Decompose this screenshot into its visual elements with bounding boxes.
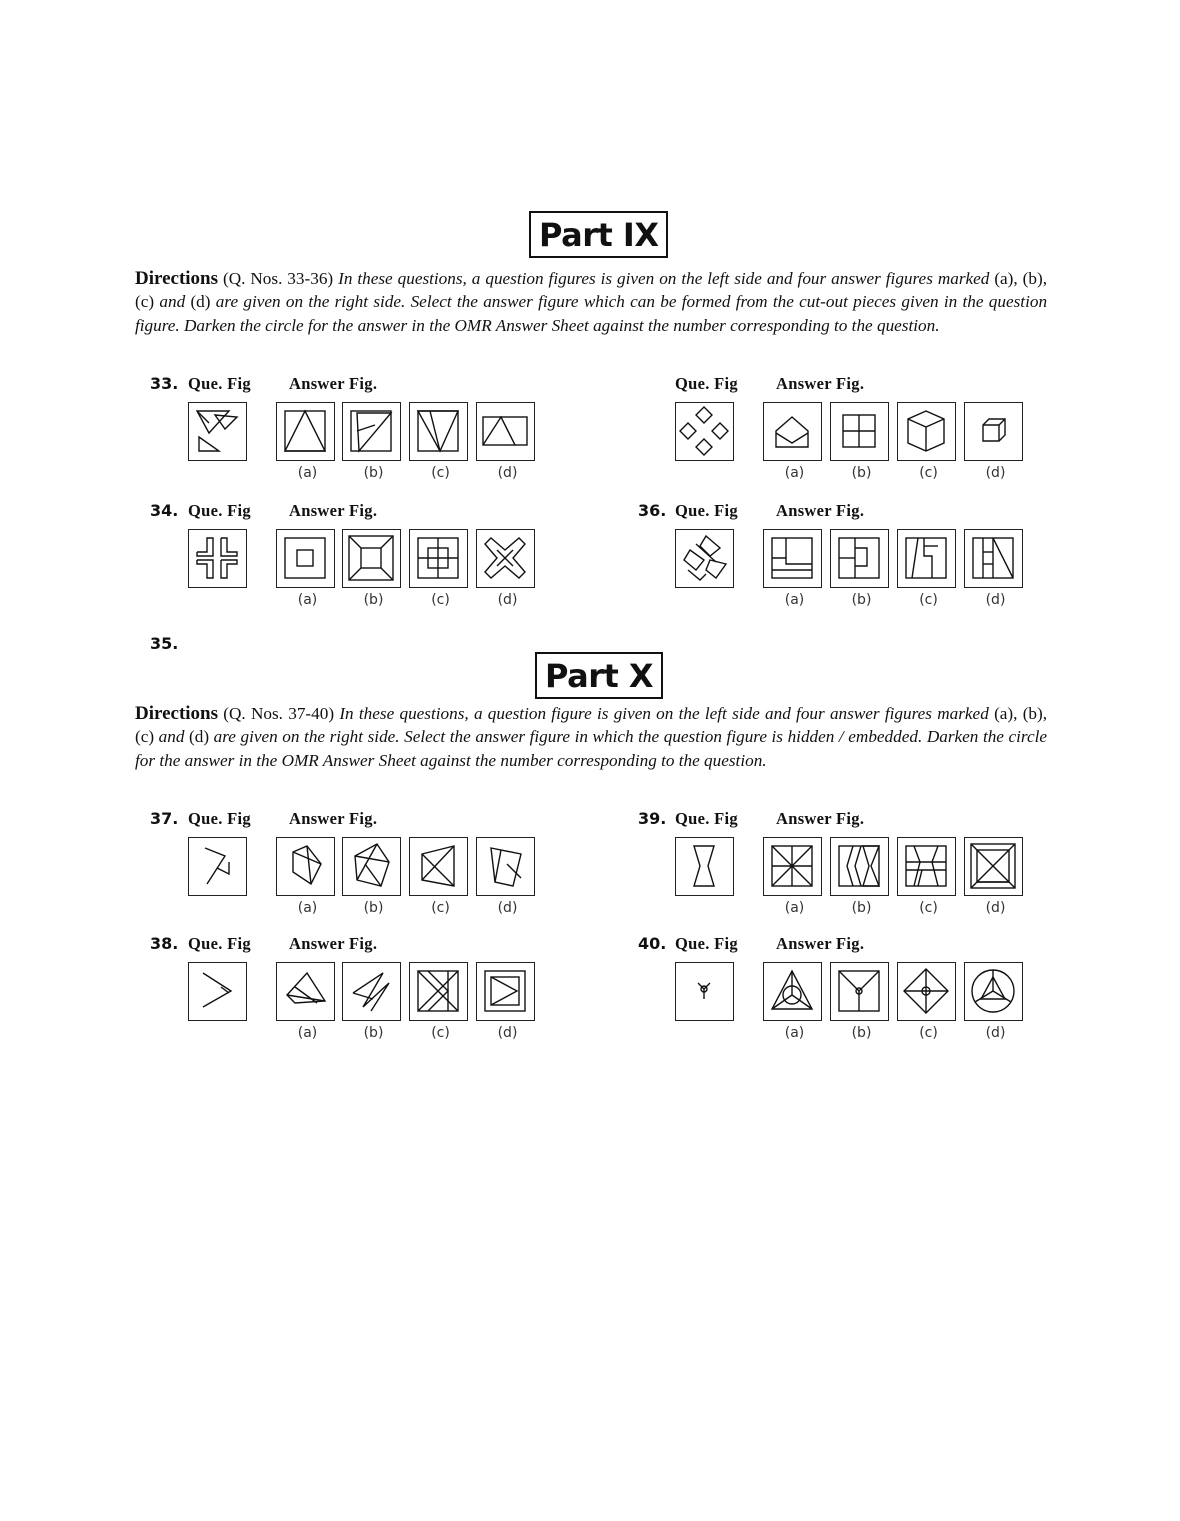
directions-text: and [159,292,186,312]
answer-figure-b[interactable] [830,402,889,461]
cube-figure [898,403,954,459]
option-label: (d) [497,465,518,481]
option-label: (a) [297,1025,318,1041]
answer-figure-b[interactable] [342,402,401,461]
frame-square-figure [343,530,399,586]
answer-figure-c[interactable] [409,402,468,461]
rectangle-triangle-figure [477,403,533,459]
angle-option-c-figure [410,963,466,1019]
directions-text: In these questions, a question figures is given on the left side and four answer figures marked [338,269,990,288]
hourglass-figure [676,838,732,894]
question-figure [188,837,247,896]
answer-fig-label: Answer Fig. [289,374,378,393]
directions-lead: Directions [135,268,219,289]
directions-text: In these questions, a question figure is given on the left side and four answer figures marked [339,704,989,723]
option-label: (b) [851,1025,872,1041]
slanted-square-figure [898,530,954,586]
question-number: 40. [638,934,667,953]
answer-figure-a[interactable] [276,837,335,896]
que-fig-label: Que. Fig [188,374,251,393]
option-label: (b) [363,1025,384,1041]
answer-figure-a[interactable] [763,837,822,896]
answer-fig-label: Answer Fig. [776,374,865,393]
directions-options: (d) [190,292,211,312]
answer-figure-c[interactable] [897,962,956,1021]
x-cross-figure [477,530,533,586]
small-cube-figure [965,403,1021,459]
y-in-square-figure [831,963,887,1019]
diamond-cross-figure [898,963,954,1019]
hourglass-option-c-figure [898,838,954,894]
cross-grid-figure [410,530,466,586]
answer-fig-label: Answer Fig. [776,501,865,520]
answer-figure-d[interactable] [964,837,1023,896]
directions-options: (a), (b), (c) [135,269,1047,312]
option-label: (a) [297,465,318,481]
option-label: (d) [985,465,1006,481]
polygon-b-figure [343,838,399,894]
circle-triangle-figure [965,963,1021,1019]
directions-range: (Q. Nos. 37-40) [223,704,335,723]
answer-figure-a[interactable] [276,962,335,1021]
answer-figure-b[interactable] [830,529,889,588]
polygon-d-figure [477,838,533,894]
option-label: (d) [497,1025,518,1041]
que-fig-label: Que. Fig [675,374,738,393]
option-label: (b) [363,592,384,608]
answer-figure-d[interactable] [964,402,1023,461]
answer-figure-c[interactable] [897,529,956,588]
que-fig-label: Que. Fig [675,501,738,520]
question-number: 33. [150,374,179,393]
question-number: 37. [150,809,179,828]
question-number: 35. [150,634,179,653]
cut-triangles-figure [189,403,245,459]
answer-figure-c[interactable] [409,837,468,896]
option-label: (c) [919,592,938,608]
question-number: 34. [150,501,179,520]
answer-figure-b[interactable] [830,837,889,896]
option-label: (d) [497,900,518,916]
que-fig-label: Que. Fig [188,501,251,520]
part-ix-title: Part IX [529,211,668,258]
option-label: (c) [431,1025,450,1041]
answer-figure-a[interactable] [763,962,822,1021]
directions-text: are given on the right side. Select the answer figure which can be formed from the cut-out pieces given in the question figure. Darken the circle for the answer in the OMR Answer Sheet against the number corresponding to the question. [135,292,1048,335]
inverted-triangle-figure [410,403,466,459]
question-figure [188,402,247,461]
question-figure [188,962,247,1021]
option-label: (c) [431,465,450,481]
answer-figure-c[interactable] [897,402,956,461]
answer-figure-d[interactable] [476,837,535,896]
answer-figure-a[interactable] [763,529,822,588]
answer-figure-d[interactable] [476,402,535,461]
option-label: (b) [851,592,872,608]
angle-option-b-figure [343,963,399,1019]
answer-figure-d[interactable] [476,529,535,588]
zigzag-lines-figure [189,838,245,894]
option-label: (d) [985,900,1006,916]
answer-figure-b[interactable] [342,962,401,1021]
answer-fig-label: Answer Fig. [289,809,378,828]
question-number: 36. [638,501,667,520]
answer-figure-a[interactable] [276,529,335,588]
option-label: (d) [985,592,1006,608]
option-label: (a) [784,900,805,916]
part-x-title: Part X [535,652,663,699]
directions-lead: Directions [135,703,219,724]
answer-fig-label: Answer Fig. [289,934,378,953]
option-label: (a) [297,592,318,608]
question-figure [675,402,734,461]
question-figure [675,962,734,1021]
answer-figure-a[interactable] [276,402,335,461]
que-fig-label: Que. Fig [675,934,738,953]
answer-figure-a[interactable] [763,402,822,461]
option-label: (a) [784,1025,805,1041]
polygon-a-figure [277,838,333,894]
option-label: (c) [919,1025,938,1041]
polygon-c-figure [410,838,466,894]
directions-range: (Q. Nos. 33-36) [222,269,334,288]
option-label: (a) [784,465,805,481]
part-x-directions [135,702,1047,772]
angle-option-d-figure [477,963,533,1019]
question-figure [675,837,734,896]
envelope-figure [764,403,820,459]
ladder-square-figure [965,530,1021,586]
answer-fig-label: Answer Fig. [289,501,378,520]
answer-figure-c[interactable] [897,837,956,896]
four-l-shapes-figure [189,530,245,586]
option-label: (d) [497,592,518,608]
quad-in-square-figure [343,403,399,459]
answer-fig-label: Answer Fig. [776,934,865,953]
directions-options: (d) [189,727,210,747]
answer-figure-d[interactable] [964,962,1023,1021]
option-label: (b) [851,900,872,916]
four-diamonds-figure [676,403,732,459]
rotated-pieces-figure [676,530,732,586]
answer-figure-b[interactable] [342,529,401,588]
answer-figure-b[interactable] [830,962,889,1021]
triangle-circle-figure [764,963,820,1019]
answer-figure-b[interactable] [342,837,401,896]
option-label: (b) [851,465,872,481]
option-label: (d) [985,1025,1006,1041]
hourglass-option-b-figure [831,838,887,894]
que-fig-label: Que. Fig [675,809,738,828]
question-figure [188,529,247,588]
option-label: (b) [363,465,384,481]
angle-figure [189,963,245,1019]
nested-squares-figure [277,530,333,586]
divided-square-figure [831,530,887,586]
hourglass-option-a-figure [764,838,820,894]
question-figure [675,529,734,588]
option-label: (a) [784,592,805,608]
directions-options: (a), (b), (c) [135,704,1048,747]
quartered-square-figure [831,403,887,459]
option-label: (b) [363,900,384,916]
part-ix-directions [135,267,1047,337]
directions-text: and [158,727,185,747]
y-node-figure [676,963,732,1019]
question-number: 39. [638,809,667,828]
angle-option-a-figure [277,963,333,1019]
hourglass-option-d-figure [965,838,1021,894]
answer-figure-c[interactable] [409,529,468,588]
que-fig-label: Que. Fig [188,809,251,828]
answer-figure-c[interactable] [409,962,468,1021]
directions-text: are given on the right side. Select the answer figure in which the question figure is hidden / embedded. Darken the circle for the answer in the OMR Answer Sheet against the number corresponding to the question. [135,727,1048,770]
question-number: 38. [150,934,179,953]
answer-figure-d[interactable] [476,962,535,1021]
option-label: (c) [431,900,450,916]
answer-figure-d[interactable] [964,529,1023,588]
answer-fig-label: Answer Fig. [776,809,865,828]
stepped-square-figure [764,530,820,586]
option-label: (c) [919,900,938,916]
option-label: (c) [919,465,938,481]
option-label: (c) [431,592,450,608]
option-label: (a) [297,900,318,916]
que-fig-label: Que. Fig [188,934,251,953]
triangle-in-square-figure [277,403,333,459]
